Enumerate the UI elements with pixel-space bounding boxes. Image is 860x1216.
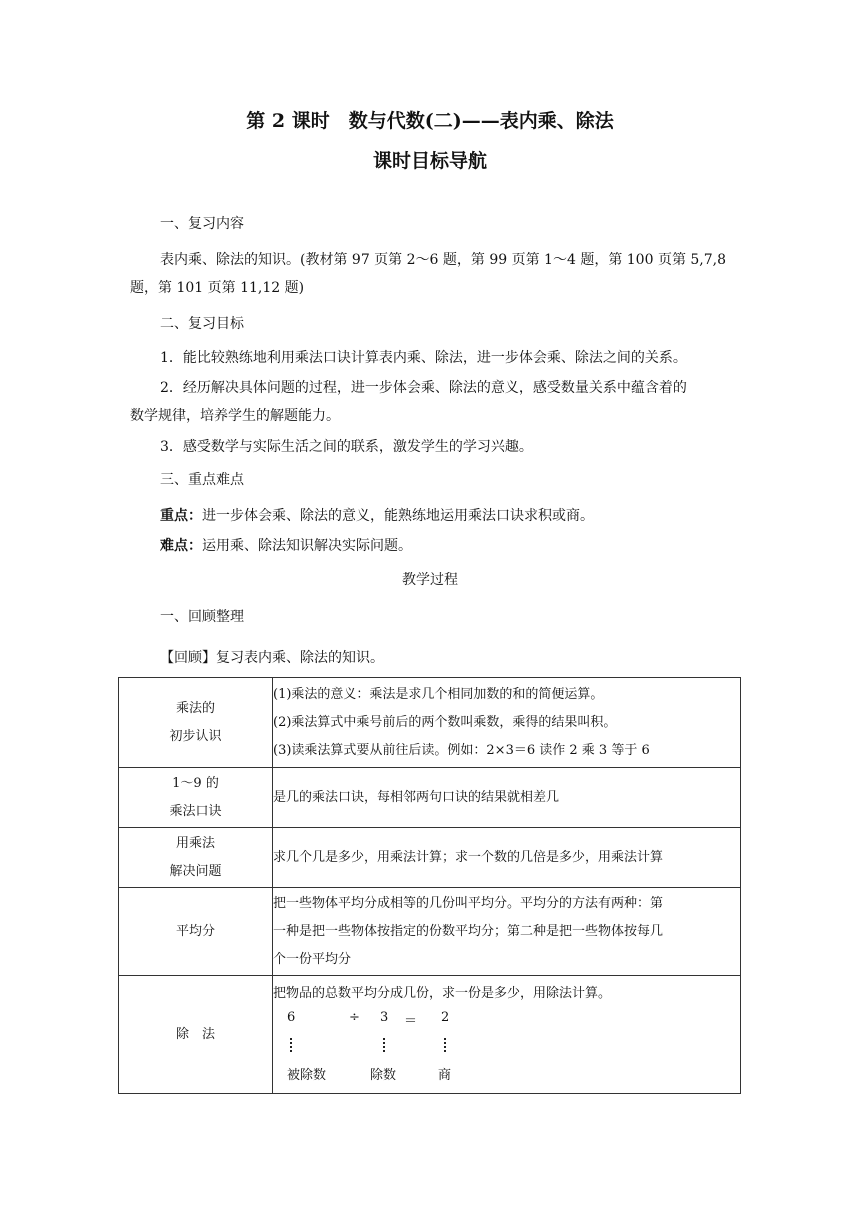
row-label-line: 初步认识 xyxy=(169,728,222,744)
row-label-division xyxy=(119,976,273,1094)
dotted-connector xyxy=(444,1038,446,1052)
dotted-connector xyxy=(290,1038,292,1052)
focus-label: 重点： xyxy=(160,508,202,524)
focus-line xyxy=(160,505,594,525)
row-label-multiplication-intro xyxy=(119,678,273,768)
review-heading: 一、回顾整理 xyxy=(160,609,244,625)
row-label-line: 平均分 xyxy=(175,923,215,939)
row-label-solve-problems xyxy=(119,828,273,888)
table-row xyxy=(119,678,741,768)
equation-divide-sign: ÷ xyxy=(349,1009,360,1025)
equation-quotient: 2 xyxy=(441,1009,450,1025)
goal-item-2-line1: 2．经历解决具体问题的过程，进一步体会乘、除法的意义，感受数量关系中蕴含着的 xyxy=(160,380,687,396)
row-content-division xyxy=(273,976,741,1094)
content-line: (3)读乘法算式要从前往后读。例如：2×3＝6 读作 2 乘 3 等于 6 xyxy=(273,742,650,758)
goal-item-3: 3．感受数学与实际生活之间的联系，激发学生的学习兴趣。 xyxy=(160,439,533,455)
content-line: 一种是把一些物体按指定的份数平均分；第二种是把一些物体按每几 xyxy=(273,923,664,939)
section-heading-review-content: 一、复习内容 xyxy=(160,216,244,232)
row-label-line: 1～9 的 xyxy=(172,775,219,791)
recall-label: 【回顾】 xyxy=(160,650,216,666)
row-content-equal-sharing xyxy=(273,888,741,976)
content-line: (1)乘法的意义：乘法是求几个相同加数的和的简便运算。 xyxy=(273,686,604,702)
row-label-equal-sharing xyxy=(119,888,273,976)
equation-divisor: 3 xyxy=(380,1009,389,1025)
process-heading: 教学过程 xyxy=(402,572,458,588)
content-line: 个一份平均分 xyxy=(273,951,352,967)
table-row xyxy=(119,888,741,976)
recall-text: 复习表内乘、除法的知识。 xyxy=(216,650,384,666)
recall-line xyxy=(160,647,384,667)
content-line: 把一些物体平均分成相等的几份叫平均分。平均分的方法有两种：第 xyxy=(273,895,664,911)
equation-equals-sign: ＝ xyxy=(404,1013,418,1029)
row-content-multiplication-intro xyxy=(273,678,741,768)
row-content-times-table xyxy=(273,768,741,828)
difficulty-line xyxy=(160,535,412,555)
difficulty-label: 难点： xyxy=(160,538,202,554)
section-heading-key-points: 三、重点难点 xyxy=(160,472,244,488)
table-row xyxy=(119,768,741,828)
goal-item-2-line2: 数学规律，培养学生的解题能力。 xyxy=(130,408,340,424)
content-line: 求几个几是多少，用乘法计算；求一个数的几倍是多少，用乘法计算 xyxy=(273,849,664,865)
row-label-line: 乘法的 xyxy=(175,700,215,716)
row-label-line: 用乘法 xyxy=(175,835,215,851)
table-row xyxy=(119,976,741,1094)
label-quotient: 商 xyxy=(438,1067,452,1083)
review-content-text-line2: 题，第 101 页第 11,12 题) xyxy=(130,280,305,296)
goal-item-1: 1．能比较熟练地利用乘法口诀计算表内乘、除法，进一步体会乘、除法之间的关系。 xyxy=(160,350,687,366)
focus-text: 进一步体会乘、除法的意义，能熟练地运用乘法口诀求积或商。 xyxy=(202,508,594,524)
table-row xyxy=(119,828,741,888)
label-divisor: 除数 xyxy=(370,1067,397,1083)
content-line: 是几的乘法口诀，每相邻两句口诀的结果就相差几 xyxy=(273,789,560,805)
row-label-line: 除 法 xyxy=(175,1026,215,1042)
label-dividend: 被除数 xyxy=(287,1067,327,1083)
division-equation-diagram xyxy=(273,1008,740,1090)
review-content-text-line1: 表内乘、除法的知识。(教材第 97 页第 2～6 题，第 99 页第 1～4 题，第 100 页第 5,7,8 xyxy=(160,252,727,268)
difficulty-text: 运用乘、除法知识解决实际问题。 xyxy=(202,538,412,554)
equation-dividend: 6 xyxy=(287,1009,296,1025)
content-line: 把物品的总数平均分成几份，求一份是多少，用除法计算。 xyxy=(273,985,612,1001)
page-title: 第 2 课时 数与代数(二)——表内乘、除法 xyxy=(246,110,614,132)
row-label-line: 解决问题 xyxy=(169,863,222,879)
knowledge-table xyxy=(118,677,741,1094)
row-label-times-table xyxy=(119,768,273,828)
dotted-connector xyxy=(383,1038,385,1052)
page-subtitle: 课时目标导航 xyxy=(372,150,487,172)
content-line: (2)乘法算式中乘号前后的两个数叫乘数，乘得的结果叫积。 xyxy=(273,714,617,730)
section-heading-review-goals: 二、复习目标 xyxy=(160,316,244,332)
row-content-solve-problems xyxy=(273,828,741,888)
row-label-line: 乘法口诀 xyxy=(169,803,222,819)
